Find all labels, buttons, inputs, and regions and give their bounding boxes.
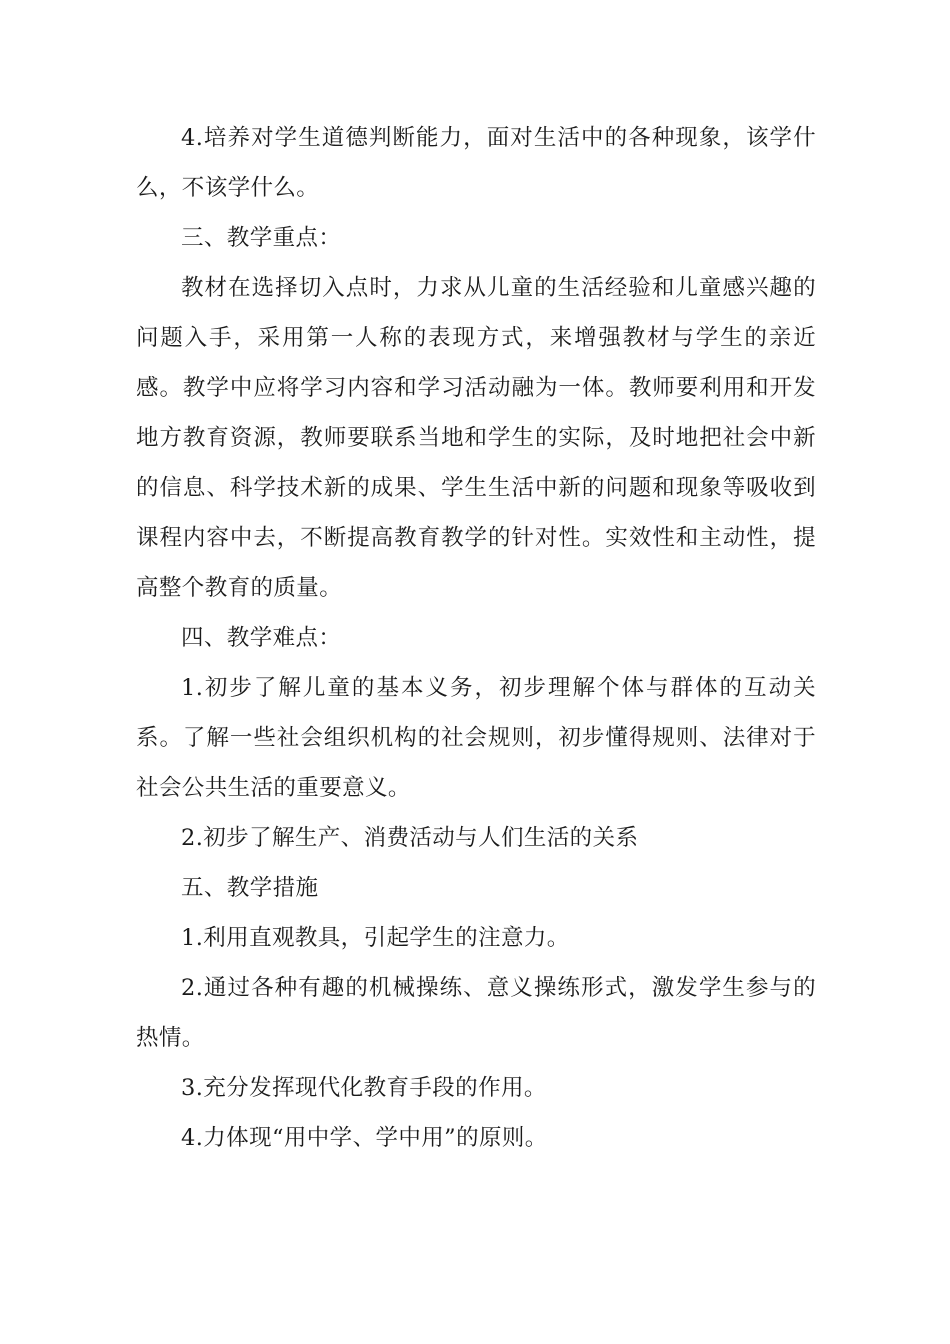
heading-teaching-difficulty: 四、教学难点： <box>181 625 342 651</box>
paragraph-measure-1: 1.利用直观教具，引起学生的注意力。 <box>181 925 570 951</box>
heading-teaching-focus: 三、教学重点： <box>181 225 342 251</box>
paragraph-goal-4: 4.培养对学生道德判断能力，面对生活中的各种现象，该学什么，不该学什么。 <box>136 125 816 201</box>
heading-teaching-measures: 五、教学措施 <box>181 875 319 901</box>
paragraph-measure-2: 2.通过各种有趣的机械操练、意义操练形式，激发学生参与的热情。 <box>136 975 816 1051</box>
paragraph-measure-4: 4.力体现“用中学、学中用”的原则。 <box>181 1125 548 1151</box>
paragraph-difficulty-2: 2.初步了解生产、消费活动与人们生活的关系 <box>181 825 639 851</box>
paragraph-measure-3: 3.充分发挥现代化教育手段的作用。 <box>181 1075 547 1101</box>
paragraph-difficulty-1: 1.初步了解儿童的基本义务，初步理解个体与群体的互动关系。了解一些社会组织机构的社会规则，初步懂得规则、法律对于社会公共生活的重要意义。 <box>136 675 816 801</box>
document-body <box>136 113 816 1163</box>
paragraph-teaching-focus: 教材在选择切入点时，力求从儿童的生活经验和儿童感兴趣的问题入手，采用第一人称的表现方式，来增强教材与学生的亲近感。教学中应将学习内容和学习活动融为一体。教师要利用和开发地方教育资源，教师要联系当地和学生的实际，及时地把社会中新的信息、科学技术新的成果、学生生活中新的问题和现象等吸收到课程内容中去，不断提高教育教学的针对性。实效性和主动性，提高整个教育的质量。 <box>136 275 816 601</box>
